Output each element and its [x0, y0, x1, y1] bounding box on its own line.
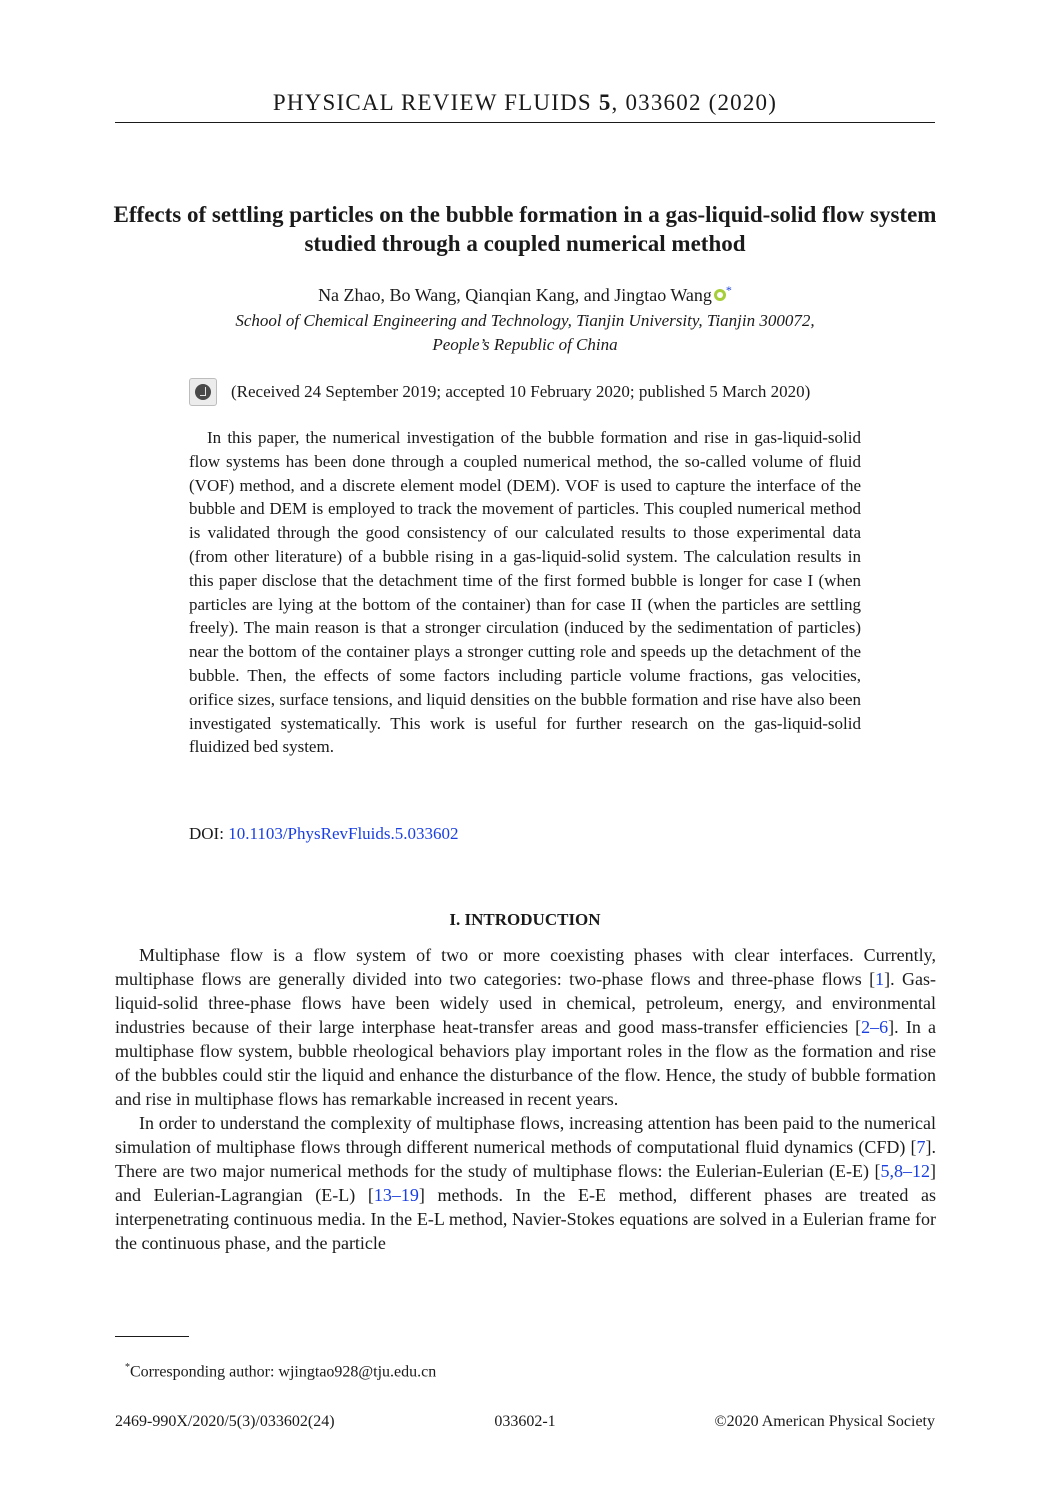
text-run: ]. Gas-liquid-solid three-phase flows have been widely used in chemical, petroleum, energy, and environmental industries because of their large interphase heat-transfer areas and good mass-transfer efficiencies [: [115, 969, 936, 1037]
journal-name: PHYSICAL REVIEW FLUIDS: [272, 90, 592, 115]
article-citation: , 033602 (2020): [611, 90, 778, 115]
paragraph: [115, 1111, 936, 1255]
copyright: ©2020 American Physical Society: [714, 1413, 935, 1430]
affiliation: [115, 309, 935, 357]
author-list: [115, 283, 935, 306]
article-title: Effects of settling particles on the bubble formation in a gas-liquid-solid flow system studied through a coupled numerical method: [113, 202, 937, 256]
citation-link[interactable]: 5,8–12: [880, 1161, 930, 1181]
section-heading: I. INTRODUCTION: [449, 910, 601, 929]
crossmark-icon[interactable]: [189, 378, 217, 406]
paragraph: [115, 943, 936, 1111]
footnote-rule: [115, 1336, 189, 1337]
running-head: [115, 90, 935, 116]
abstract: In this paper, the numerical investigation of the bubble formation and rise in gas-liquid-solid flow systems has been done through a coupled numerical method, the so-called volume of fluid (VOF) method, and a discrete element model (DEM). VOF is used to capture the interface of the bubble and DEM is employed to track the movement of particles. This coupled numerical method is validated through the good consistency of our calculated results to those experimental data (from other literature) of a bubble rising in a gas-liquid-solid system. The calculation results in this paper disclose that the detachment time of the first formed bubble is longer for case I (when particles are lying at the bottom of the container) than for case II (when the particles are settling freely). The main reason is that a stronger circulation (induced by the sedimentation of particles) near the bottom of the container plays a stronger cutting role and speeds up the detachment of the bubble. Then, the effects of some factors including particle volume fractions, gas velocities, orifice sizes, surface tensions, and liquid densities on the bubble formation and rise have also been investigated systematically. This work is useful for further research on the gas-liquid-solid fluidized bed system.: [189, 428, 861, 757]
authors-text: Na Zhao, Bo Wang, Qianqian Kang, and Jingtao Wang: [318, 285, 712, 305]
citation-link[interactable]: 13–19: [373, 1185, 419, 1205]
text-run: Multiphase flow is a flow system of two or more coexisting phases with clear interfaces. Currently, multiphase flows are generally divided into two categories: two-phase flows and three-phase flows [: [115, 945, 936, 989]
orcid-icon[interactable]: [714, 289, 726, 301]
introduction-body: [115, 943, 936, 1255]
header-rule: [115, 122, 935, 123]
text-run: ]. There are two major numerical methods for the study of multiphase flows: the Eulerian-Eulerian (E-E) [: [115, 1137, 936, 1181]
doi-link[interactable]: 10.1103/PhysRevFluids.5.033602: [228, 824, 459, 843]
citation-link[interactable]: 2–6: [861, 1017, 889, 1037]
volume-number: 5: [598, 90, 612, 115]
text-run: ] and Eulerian-Lagrangian (E-L) [: [115, 1161, 936, 1205]
citation-link[interactable]: 7: [916, 1137, 926, 1157]
text-run: In order to understand the complexity of multiphase flows, increasing attention has been paid to the numerical simulation of multiphase flows through different numerical methods of computational fluid dynamics (CFD) [: [115, 1113, 936, 1157]
page-number: 033602-1: [494, 1413, 556, 1430]
text-run: ]. In a multiphase flow system, bubble rheological behaviors play important roles in the flow as the formation and rise of the bubbles could stir the liquid and enhance the disturbance of the flow. Hence, the study of bubble formation and rise in multiphase flows has remarkable increased in recent years.: [115, 1017, 936, 1109]
corresponding-author-link[interactable]: *: [725, 283, 732, 297]
footer-issn: 2469-990X/2020/5(3)/033602(24): [115, 1413, 335, 1430]
affiliation-line-1: School of Chemical Engineering and Technology, Tianjin University, Tianjin 300072,: [235, 311, 815, 330]
citation-link[interactable]: 1: [875, 969, 885, 989]
publication-history: [189, 378, 869, 406]
doi-label: DOI:: [189, 824, 229, 843]
text-run: ] methods. In the E-E method, different phases are treated as interpenetrating continuous media. In the E-L method, Navier-Stokes equations are solved in a Eulerian frame for the continuous phase, and the particle: [115, 1185, 936, 1253]
received-dates: (Received 24 September 2019; accepted 10 February 2020; published 5 March 2020): [231, 382, 811, 401]
footnote-text: Corresponding author: wjingtao928@tju.edu.cn: [130, 1363, 437, 1381]
doi: [189, 824, 459, 844]
footnote-mark: *: [125, 1362, 130, 1373]
footnote: [125, 1362, 436, 1381]
affiliation-line-2: People’s Republic of China: [432, 335, 618, 354]
